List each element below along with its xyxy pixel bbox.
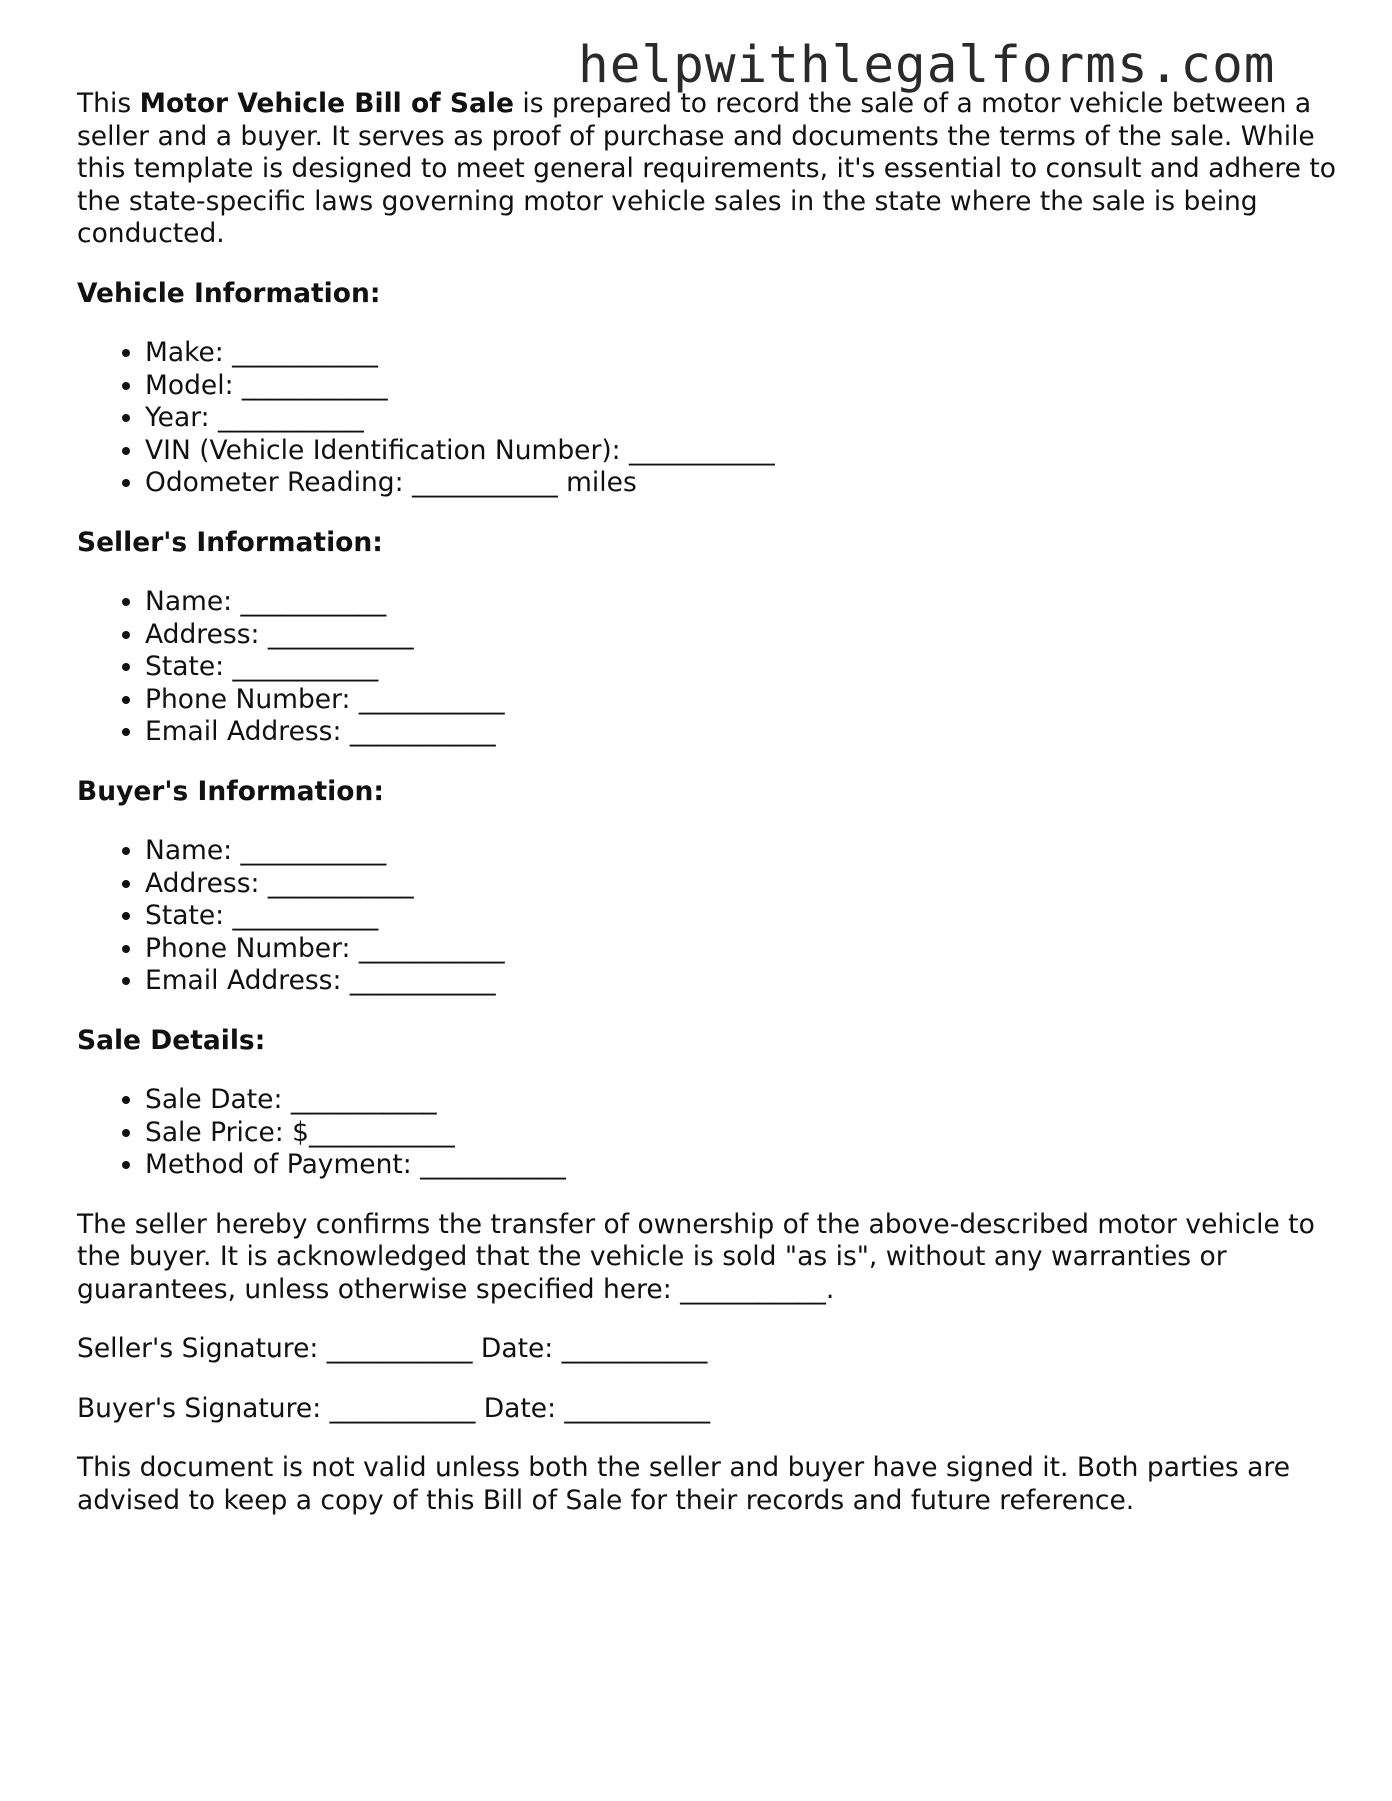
document-title: Motor Vehicle Bill of Sale bbox=[139, 88, 514, 119]
buyer-field-name[interactable]: • Name: ___________ bbox=[145, 835, 1347, 868]
buyer-field-email[interactable]: • Email Address: ___________ bbox=[145, 965, 1347, 998]
field-sale-date[interactable]: • Sale Date: ___________ bbox=[145, 1084, 1347, 1117]
vehicle-info-list bbox=[77, 337, 1347, 500]
buyer-field-state[interactable]: • State: ___________ bbox=[145, 900, 1347, 933]
field-model[interactable]: • Model: ___________ bbox=[145, 370, 1347, 403]
intro-paragraph bbox=[77, 88, 1347, 251]
vehicle-info-heading: Vehicle Information: bbox=[77, 277, 381, 309]
intro-rest: is prepared to record the sale of a motor vehicle between a seller and a buyer. It serves as proof of purchase and documents the terms of the sale. While this template is designed to meet general requirements, it's essential to consult and adhere to the state-specific laws governing motor vehicle sales in the state where the sale is being conducted. bbox=[77, 88, 1336, 249]
seller-info-list bbox=[77, 586, 1347, 749]
buyer-field-address[interactable]: • Address: ___________ bbox=[145, 868, 1347, 901]
sale-details-list bbox=[77, 1084, 1347, 1182]
field-vin[interactable]: • VIN (Vehicle Identification Number): ___________ bbox=[145, 435, 1347, 468]
field-sale-price[interactable]: • Sale Price: $___________ bbox=[145, 1117, 1347, 1150]
seller-field-state[interactable]: • State: ___________ bbox=[145, 651, 1347, 684]
seller-field-address[interactable]: • Address: ___________ bbox=[145, 619, 1347, 652]
seller-field-phone[interactable]: • Phone Number: ___________ bbox=[145, 684, 1347, 717]
seller-signature-line[interactable]: Seller's Signature: ___________ Date: ___________ bbox=[77, 1333, 708, 1364]
field-odometer[interactable]: • Odometer Reading: ___________ miles bbox=[145, 467, 1347, 500]
intro-prefix: This bbox=[77, 88, 140, 119]
seller-info-heading: Seller's Information: bbox=[77, 526, 383, 558]
seller-field-email[interactable]: • Email Address: ___________ bbox=[145, 716, 1347, 749]
buyer-info-heading: Buyer's Information: bbox=[77, 775, 384, 807]
transfer-paragraph: The seller hereby confirms the transfer of ownership of the above-described motor vehicle to the buyer. It is acknowledged that the vehicle is sold "as is", without any warranties or guarantees, unless otherwise specified here: ___________. bbox=[77, 1208, 1315, 1305]
buyer-info-list bbox=[77, 835, 1347, 998]
field-year[interactable]: • Year: ___________ bbox=[145, 402, 1347, 435]
seller-field-name[interactable]: • Name: ___________ bbox=[145, 586, 1347, 619]
field-make[interactable]: • Make: ___________ bbox=[145, 337, 1347, 370]
buyer-signature-line[interactable]: Buyer's Signature: ___________ Date: ___________ bbox=[77, 1392, 711, 1424]
closing-paragraph: This document is not valid unless both the seller and buyer have signed it. Both parties are advised to keep a copy of this Bill of Sale for their records and future reference. bbox=[77, 1452, 1290, 1516]
site-watermark: helpwithlegalforms.com bbox=[578, 36, 1276, 95]
bill-of-sale-document bbox=[77, 88, 1347, 1544]
buyer-field-phone[interactable]: • Phone Number: ___________ bbox=[145, 933, 1347, 966]
field-payment-method[interactable]: • Method of Payment: ___________ bbox=[145, 1149, 1347, 1182]
sale-details-heading: Sale Details: bbox=[77, 1024, 266, 1056]
